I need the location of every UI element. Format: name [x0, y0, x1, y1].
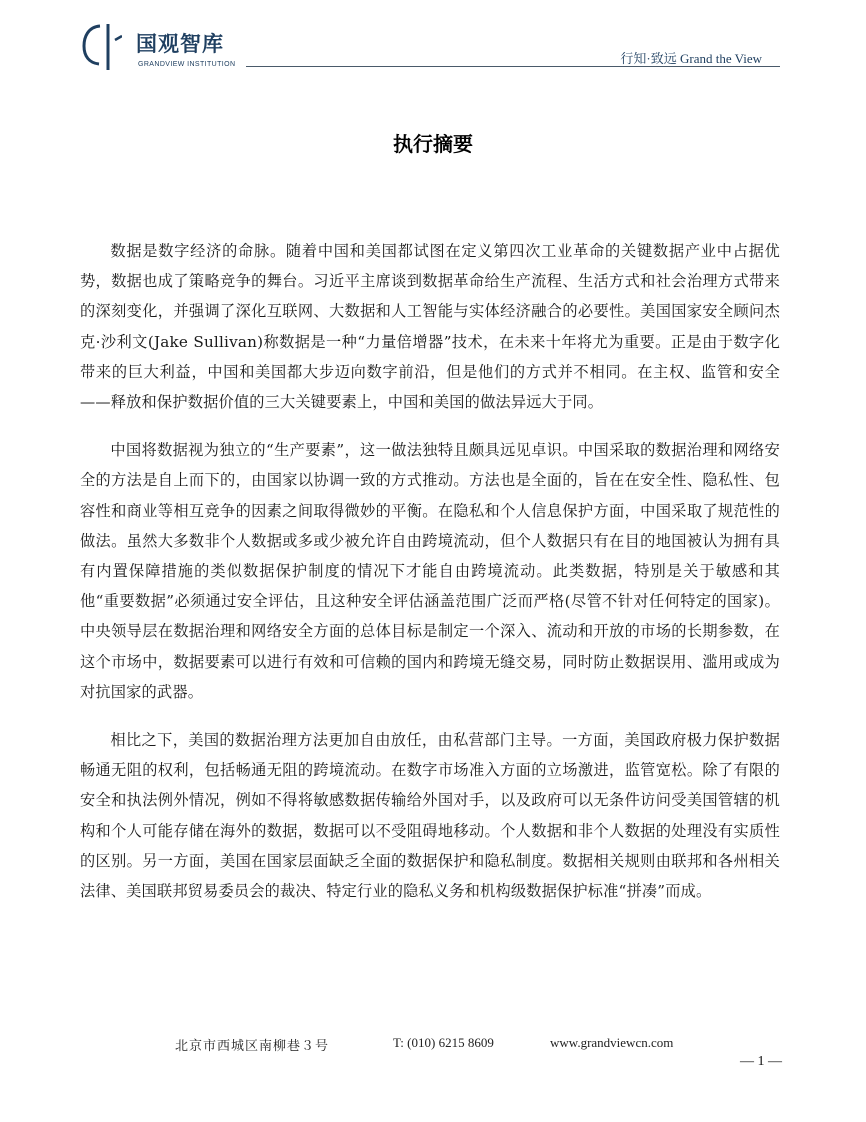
brand-subtitle: GRANDVIEW INSTITUTION	[138, 61, 236, 68]
grandview-logo-icon	[80, 20, 122, 72]
page-header	[80, 20, 780, 76]
footer-address: 北京市西城区南柳巷３号	[175, 1039, 330, 1054]
page-number: — 1 —	[740, 1054, 782, 1069]
paragraph: 数据是数字经济的命脉。随着中国和美国都试图在定义第四次工业革命的关键数据产业中占据优势，数据也成了策略竞争的舞台。习近平主席谈到数据革命给生产流程、生活方式和社会治理方式带来的深刻变化，并强调了深化互联网、大数据和人工智能与实体经济融合的必要性。美国国家安全顾问杰克·沙利文(Jake Sullivan)称数据是一种“力量倍增器”技术，在未来十年将尤为重要。正是由于数字化带来的巨大利益，中国和美国都大步迈向数字前沿，但是他们的方式并不相同。在主权、监管和安全——释放和保护数据价值的三大关键要素上，中国和美国的做法异远大于同。	[80, 242, 780, 412]
footer-phone: T: (010) 6215 8609	[393, 1035, 494, 1050]
brand-name: 国观智库	[136, 32, 224, 56]
paragraph: 相比之下，美国的数据治理方法更加自由放任，由私营部门主导。一方面，美国政府极力保护数据畅通无阻的权利，包括畅通无阻的跨境流动。在数字市场准入方面的立场激进，监管宽松。除了有限的安全和执法例外情况，例如不得将敏感数据传输给外国对手，以及政府可以无条件访问受美国管辖的机构和个人可能存储在海外的数据，数据可以不受阻碍地移动。个人数据和非个人数据的处理没有实质性的区别。另一方面，美国在国家层面缺乏全面的数据保护和隐私制度。数据相关规则由联邦和各州相关法律、美国联邦贸易委员会的裁决、特定行业的隐私义务和机构级数据保护标准“拼凑”而成。	[80, 731, 780, 901]
header-slogan: 行知·致远 Grand the View	[620, 51, 762, 66]
paragraph: 中国将数据视为独立的“生产要素”，这一做法独特且颇具远见卓识。中国采取的数据治理和网络安全的方法是自上而下的，由国家以协调一致的方式推动。方法也是全面的，旨在在安全性、隐私性、包容性和商业等相互竞争的因素之间取得微妙的平衡。在隐私和个人信息保护方面，中国采取了规范性的做法。虽然大多数非个人数据或多或少被允许自由跨境流动，但个人数据只有在目的地国被认为拥有具有内置保障措施的类似数据保护制度的情况下才能自由跨境流动。此类数据，特别是关于敏感和其他“重要数据”必须通过安全评估，且这种安全评估涵盖范围广泛而严格(尽管不针对任何特定的国家)。中央领导层在数据治理和网络安全方面的总体目标是制定一个深入、流动和开放的市场的长期参数，在这个市场中，数据要素可以进行有效和可信赖的国内和跨境无缝交易，同时防止数据误用、滥用或成为对抗国家的武器。	[80, 441, 780, 701]
document-body	[80, 236, 780, 924]
footer-website[interactable]: www.grandviewcn.com	[550, 1035, 674, 1050]
page-title: 执行摘要	[393, 132, 473, 156]
